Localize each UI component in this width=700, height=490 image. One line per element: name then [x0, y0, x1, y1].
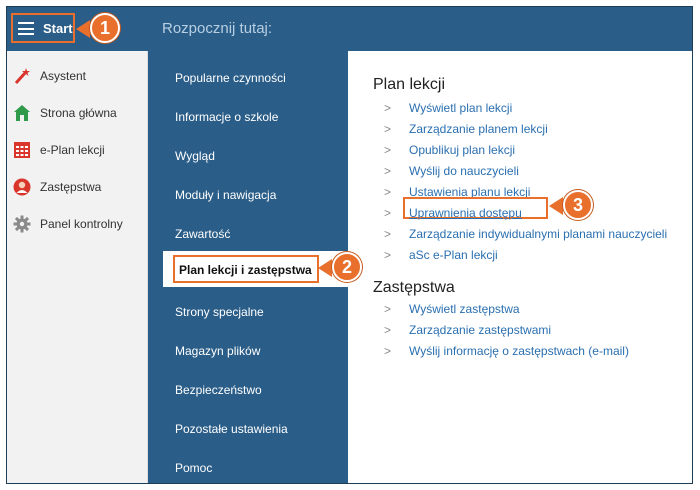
sidebar-item-label: Asystent [40, 69, 87, 83]
link-label: Uprawnienia dostępu [409, 206, 522, 220]
chevron-right-icon: > [384, 248, 392, 262]
chevron-right-icon: > [384, 143, 392, 157]
chevron-right-icon: > [384, 185, 392, 199]
section-title-plan-lekcji: Plan lekcji [373, 76, 446, 93]
callout-pointer [76, 20, 90, 38]
nav-item-pomoc[interactable]: Pomoc [175, 461, 213, 475]
chevron-right-icon: > [384, 206, 392, 220]
chevron-right-icon: > [384, 164, 392, 178]
link-label: Ustawienia planu lekcji [409, 185, 531, 199]
start-label: Start [43, 21, 73, 36]
link-label: Wyślij do nauczycieli [409, 164, 519, 178]
wand-icon [13, 67, 31, 85]
chevron-right-icon: > [384, 344, 392, 358]
sidebar-item-panel-kontrolny[interactable] [7, 209, 148, 239]
nav-item-plan-lekcji-i-zastepstwa[interactable] [173, 255, 319, 283]
gear-icon [13, 215, 31, 233]
sidebar-item-label: Zastępstwa [40, 180, 102, 194]
sidebar-item-zastepstwa[interactable] [7, 172, 148, 202]
nav-item-pozostale[interactable]: Pozostałe ustawienia [175, 422, 288, 436]
sidebar [7, 51, 148, 484]
callout-step-1 [76, 11, 132, 47]
chevron-right-icon: > [384, 122, 392, 136]
link-label: aSc e-Plan lekcji [409, 248, 498, 262]
sidebar-item-label: Strona główna [40, 106, 117, 120]
nav-item-magazyn[interactable]: Magazyn plików [175, 344, 261, 358]
sidebar-item-label: Panel kontrolny [40, 217, 123, 231]
header-bar [148, 7, 693, 51]
nav-item-zawartosc[interactable]: Zawartość [175, 227, 231, 241]
nav-item-strony-specjalne[interactable]: Strony specjalne [175, 305, 264, 319]
link-label: Wyślij informację o zastępstwach (e-mail) [409, 344, 629, 358]
link-label: Zarządzanie planem lekcji [409, 122, 548, 136]
sidebar-item-e-plan[interactable] [7, 135, 148, 165]
callout-pointer [318, 259, 332, 277]
link-label: Wyświetl plan lekcji [409, 101, 513, 115]
main-content [348, 51, 693, 484]
callout-step-3 [549, 188, 601, 224]
nav-item-popularne[interactable]: Popularne czynności [175, 71, 286, 85]
start-button[interactable] [11, 13, 75, 43]
nav-item-informacje[interactable]: Informacje o szkole [175, 110, 279, 124]
hamburger-menu-icon [18, 22, 34, 35]
link-label: Zarządzanie zastępstwami [409, 323, 552, 337]
nav-item-wyglad[interactable]: Wygląd [175, 149, 215, 163]
link-label: Zarządzanie indywidualnymi planami nauczycieli [409, 227, 668, 241]
home-icon [13, 104, 31, 122]
callout-pointer [549, 197, 563, 215]
sidebar-item-strona-glowna[interactable] [7, 98, 148, 128]
chevron-right-icon: > [384, 227, 392, 241]
link-label: Wyświetl zastępstwa [409, 302, 520, 316]
nav-item-label: Plan lekcji i zastępstwa [179, 263, 312, 277]
callout-number: 1 [90, 13, 120, 43]
callout-number: 3 [563, 190, 593, 220]
callout-number: 2 [332, 252, 362, 282]
nav-item-bezpieczenstwo[interactable]: Bezpieczeństwo [175, 383, 262, 397]
timetable-icon [13, 141, 31, 159]
sidebar-item-label: e-Plan lekcji [40, 143, 105, 157]
chevron-right-icon: > [384, 101, 392, 115]
section-title-zastepstwa: Zastępstwa [373, 279, 455, 296]
chevron-right-icon: > [384, 302, 392, 316]
substitute-person-icon [13, 178, 31, 196]
link-label: Opublikuj plan lekcji [409, 143, 516, 157]
sidebar-item-asystent[interactable] [7, 61, 148, 91]
page-title: Rozpocznij tutaj: [162, 20, 273, 37]
callout-step-2 [318, 250, 370, 286]
app-window [6, 6, 693, 484]
nav-item-moduly[interactable]: Moduły i nawigacja [175, 188, 277, 202]
chevron-right-icon: > [384, 323, 392, 337]
